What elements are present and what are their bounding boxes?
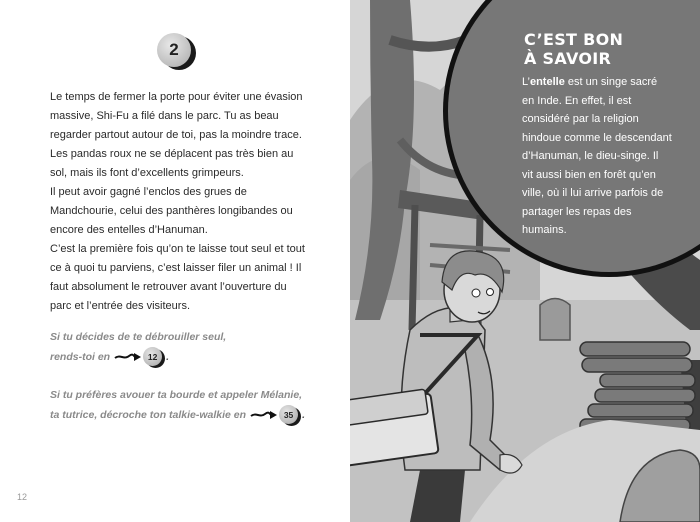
choice-1-line2: rends-toi en [50,351,111,363]
arrow-right-icon [250,410,278,420]
info-title-line2: À SAVOIR [524,49,612,68]
info-highlight: entelle [529,76,565,88]
chapter-badge [157,33,193,69]
paragraph-3: C’est la première fois qu’on te laisse tout seul et tout ce à quoi tu parviens, c’est laisser filer un animal ! Il faut absolument le retrouver avant l’ouverture du parc et l’entrée des visiteurs. [50,243,305,312]
arrow-right-icon [114,352,142,362]
info-title-line1: C’EST BON [524,30,624,49]
info-text: L’entelle est un singe sacré en Inde. En effet, il est considéré par la religion hindoue comme le descendant d’Hanuman, le dieu-singe. Il vit aussi bien en forêt qu’en ville, où il lui arrive parfois de partager les repas des humains. [522,76,672,236]
paragraph-2: Il peut avoir gagné l’enclos des grues de Mandchourie, celui des panthères longibandes ou encore des entelles d’Hanuman. [50,186,293,236]
choice-2[interactable]: Si tu préfères avouer ta bourde et appeler Mélanie, ta tutrice, décroche ton talkie-walkie en 35 . [50,385,320,425]
chapter-number: 2 [157,33,191,67]
choice-2-line1: Si tu préfères avouer ta bourde et appeler Mélanie, [50,389,303,401]
page-number: 12 [17,492,28,502]
story-text [50,88,306,316]
choice-1-line1: Si tu décides de te débrouiller seul, [50,331,227,343]
choice-1[interactable]: Si tu décides de te débrouiller seul, rends-toi en 12 . [50,327,320,367]
choice-2-line2: ta tutrice, décroche ton talkie-walkie en [50,409,247,421]
goto-section-12[interactable]: 12 [143,347,163,367]
info-title [524,30,623,68]
paragraph-1: Le temps de fermer la porte pour éviter une évasion massive, Shi-Fu a filé dans le parc. Tu as beau regarder partout autour de toi, pas la moindre trace. Les pandas roux ne se déplacent pas très bien au sol, mais ils font d’excellents grimpeurs. [50,91,303,179]
goto-section-35[interactable]: 35 [279,405,299,425]
right-page [350,0,700,522]
